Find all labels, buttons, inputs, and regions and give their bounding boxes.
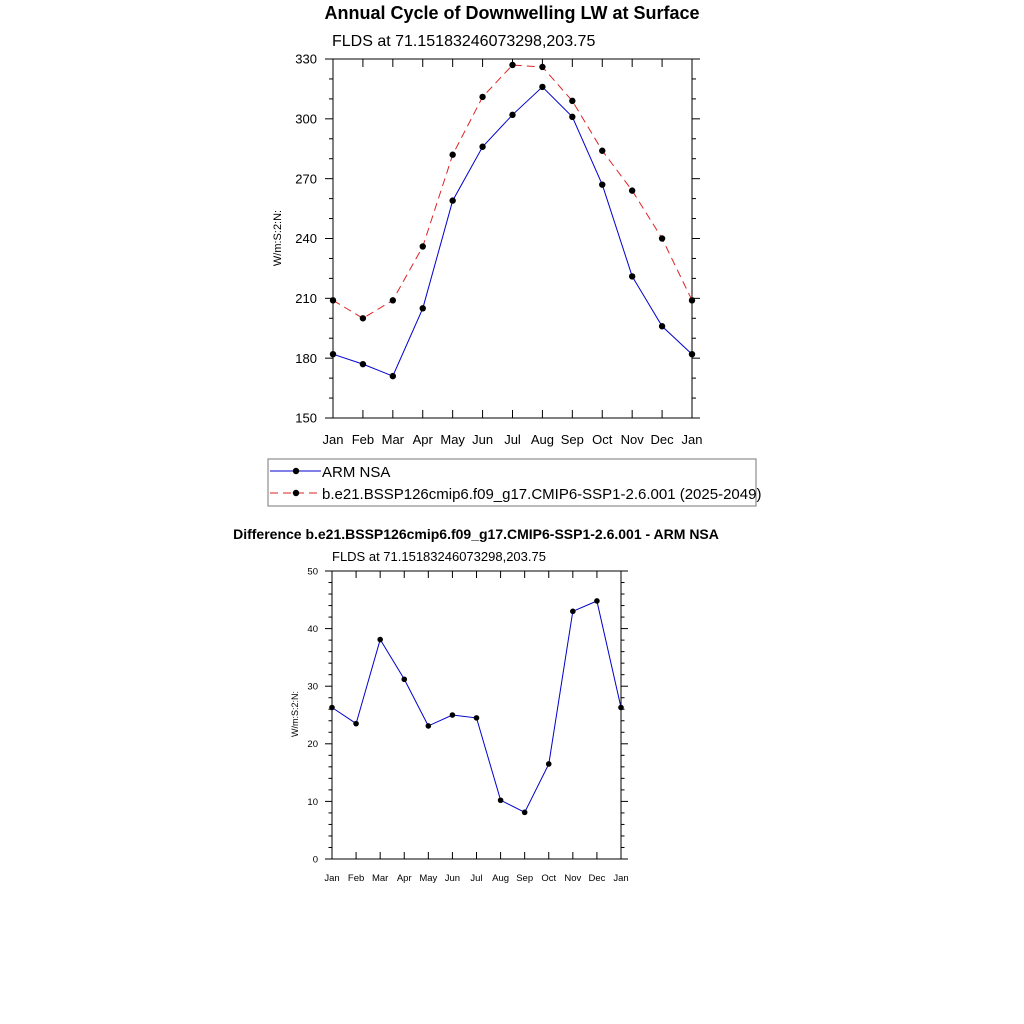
chart2-series-point-0 (474, 715, 480, 721)
chart1-series-point-0 (569, 114, 575, 120)
chart1-ticks (295, 52, 702, 447)
x-tick-label: Nov (564, 873, 582, 884)
x-tick-label: May (419, 873, 438, 884)
chart2-series-point-0 (450, 712, 456, 718)
x-tick-label: Apr (412, 432, 433, 447)
chart1-series-point-1 (659, 235, 665, 241)
chart1-series-point-0 (479, 144, 485, 150)
y-tick-label: 300 (295, 111, 317, 127)
chart1-series-point-1 (599, 148, 605, 154)
x-tick-label: May (440, 432, 465, 447)
chart1-series-point-0 (689, 351, 695, 357)
x-tick-label: Jun (472, 432, 494, 447)
chart1-ylabel: W/m:S:2:N: (272, 209, 284, 267)
x-tick-label: Apr (396, 873, 412, 884)
y-tick-label: 10 (307, 796, 318, 808)
chart1-title: Annual Cycle of Downwelling LW at Surface (324, 3, 700, 23)
x-tick-label: Sep (560, 432, 584, 447)
chart1-series (330, 62, 695, 380)
chart1-series-point-1 (330, 297, 336, 303)
chart2-series-point-0 (522, 810, 528, 816)
chart1-series-point-0 (420, 305, 426, 311)
chart1-series-point-1 (689, 297, 695, 303)
chart1-series-point-0 (330, 351, 336, 357)
chart2-series-line-0 (332, 601, 621, 812)
x-tick-label: Oct (541, 873, 557, 884)
y-tick-label: 240 (295, 231, 317, 247)
chart2-series-point-0 (570, 609, 576, 615)
y-tick-label: 210 (295, 291, 317, 307)
chart1-series-point-0 (449, 197, 455, 203)
x-tick-label: Jul (504, 432, 521, 447)
chart1-legend (268, 459, 761, 506)
legend-label-model: b.e21.BSSP126cmip6.f09_g17.CMIP6-SSP1-2.6.001 (2025-2049) (322, 486, 762, 503)
y-tick-label: 150 (295, 410, 317, 426)
y-tick-label: 40 (307, 624, 318, 636)
chart1-series-point-0 (629, 273, 635, 279)
chart2-title: Difference b.e21.BSSP126cmip6.f09_g17.CMIP6-SSP1-2.6.001 - ARM NSA (233, 526, 719, 542)
x-tick-label: Jan (324, 873, 340, 884)
chart1-series-point-0 (599, 181, 605, 187)
x-tick-label: Jul (470, 873, 483, 884)
chart1-series-point-1 (629, 187, 635, 193)
chart2-series-point-0 (377, 637, 383, 643)
chart1-series-point-0 (360, 361, 366, 367)
chart1-series-point-1 (360, 315, 366, 321)
legend-label-arm: ARM NSA (322, 464, 391, 481)
chart1-series-point-1 (420, 243, 426, 249)
x-tick-label: Sep (516, 873, 534, 884)
chart1-subtitle: FLDS at 71.15183246073298,203.75 (332, 33, 596, 50)
y-tick-label: 30 (307, 681, 318, 693)
x-tick-label: Dec (588, 873, 606, 884)
chart2-series-point-0 (498, 797, 504, 803)
chart1-series-point-1 (390, 297, 396, 303)
y-tick-label: 330 (295, 51, 317, 67)
chart1-series-point-1 (539, 64, 545, 70)
chart1-series-point-1 (569, 98, 575, 104)
chart2-series-point-0 (353, 721, 359, 727)
x-tick-label: Mar (381, 432, 405, 447)
y-tick-label: 20 (307, 739, 318, 751)
chart1-series-line-0 (333, 87, 692, 376)
chart2-series-point-0 (594, 598, 600, 604)
chart1-series-point-0 (390, 373, 396, 379)
chart2-series-point-0 (401, 676, 407, 682)
legend-marker-arm (293, 468, 299, 474)
x-tick-label: Feb (347, 873, 365, 884)
x-tick-label: Mar (371, 873, 389, 884)
chart1-series-line-1 (333, 65, 692, 318)
x-tick-label: Jun (444, 873, 461, 884)
chart2-series-point-0 (329, 705, 335, 711)
chart2-series-point-0 (426, 723, 432, 729)
chart1-series-point-0 (539, 84, 545, 90)
y-tick-label: 50 (307, 566, 318, 578)
chart2-subtitle: FLDS at 71.15183246073298,203.75 (332, 549, 546, 564)
x-tick-label: Dec (650, 432, 674, 447)
chart1-series-point-0 (659, 323, 665, 329)
x-tick-label: Feb (351, 432, 375, 447)
y-tick-label: 270 (295, 171, 317, 187)
x-tick-label: Jan (322, 432, 344, 447)
chart2-series-point-0 (618, 705, 624, 711)
chart2-plot-frame (332, 571, 621, 859)
x-tick-label: Nov (620, 432, 644, 447)
x-tick-label: Jan (613, 873, 629, 884)
chart1-series-point-1 (479, 94, 485, 100)
chart1-series-point-0 (509, 112, 515, 118)
x-tick-label: Oct (592, 432, 613, 447)
x-tick-label: Aug (530, 432, 554, 447)
legend-marker-model (293, 490, 299, 496)
x-tick-label: Aug (492, 873, 510, 884)
chart1-series-point-1 (449, 152, 455, 158)
x-tick-label: Jan (681, 432, 703, 447)
chart1-series-point-1 (509, 62, 515, 68)
chart2-ylabel: W/m:S:2:N: (290, 690, 300, 738)
chart2-series (329, 598, 624, 815)
y-tick-label: 0 (312, 854, 318, 866)
y-tick-label: 180 (295, 350, 317, 366)
chart2-series-point-0 (546, 761, 552, 767)
